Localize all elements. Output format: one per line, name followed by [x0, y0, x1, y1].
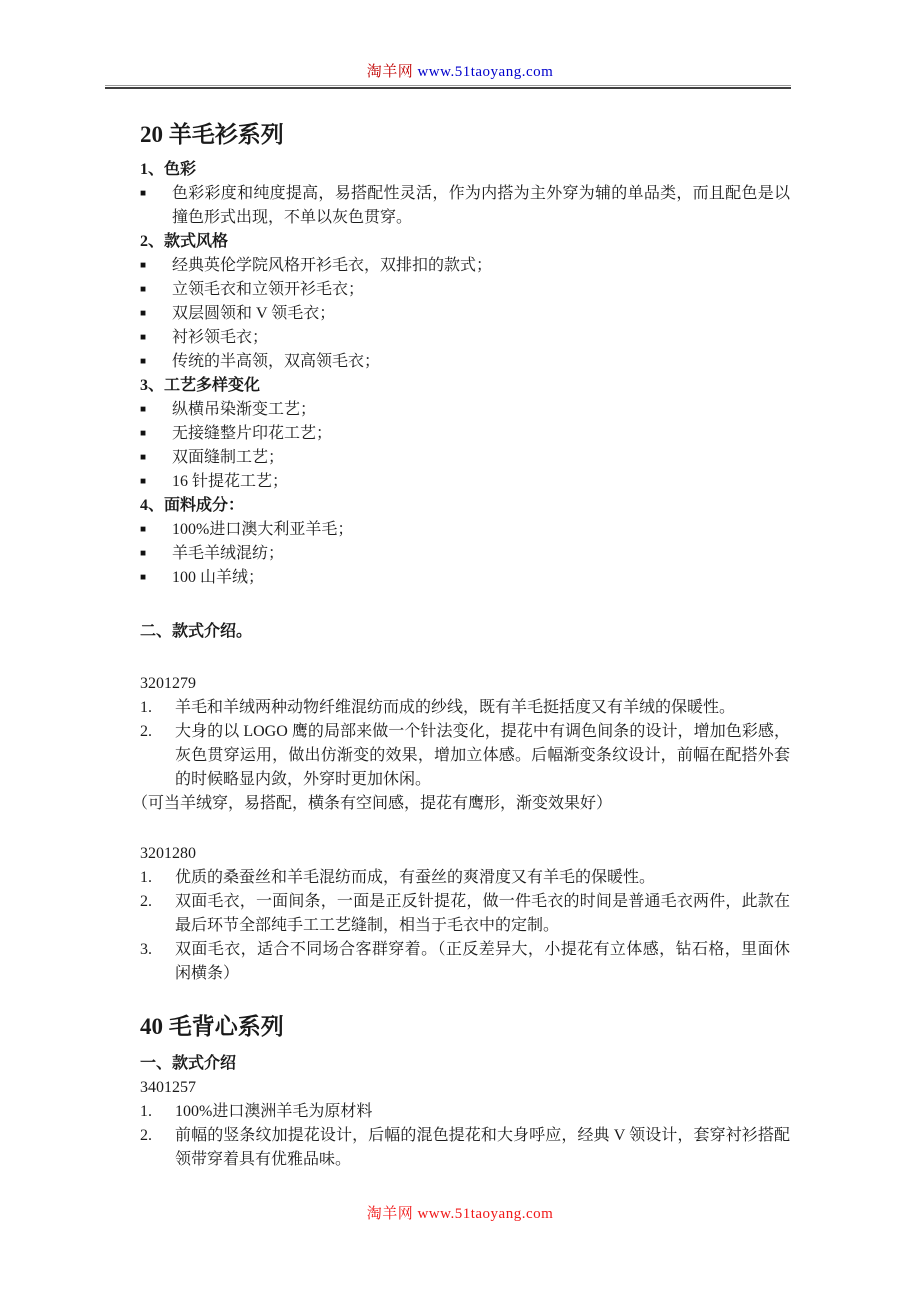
list-item [140, 422, 790, 446]
header-divider [105, 85, 791, 89]
bullet-square-icon: ■ [140, 356, 147, 367]
header-site-name: 淘羊网 [366, 64, 414, 80]
item-number: 3. [140, 941, 152, 958]
list-item-text: 传统的半高领，双高领毛衣； [172, 353, 381, 370]
list-item-text: 双面缝制工艺； [172, 449, 285, 466]
item-text: 前幅的竖条纹加提花设计，后幅的混色提花和大身呼应，经典 V 领设计，套穿衬衫搭配领带穿着具有优雅品味。 [175, 1127, 790, 1168]
list-item-text: 经典英伦学院风格开衫毛衣，双排扣的款式； [172, 257, 493, 274]
product-code: 3401257 [140, 1079, 196, 1096]
bullet-square-icon: ■ [140, 284, 147, 295]
product-3201280 [140, 842, 790, 986]
header-site-link[interactable]: www.51taoyang.com [417, 64, 554, 80]
item-text: 优质的桑蚕丝和羊毛混纺而成，有蚕丝的爽滑度又有羊毛的保暖性。 [175, 869, 656, 886]
item-text: 100%进口澳洲羊毛为原材料 [175, 1103, 373, 1120]
numbered-item [140, 696, 790, 720]
item-text: 大身的以 LOGO 鹰的局部来做一个针法变化，提花中有调色间条的设计，增加色彩感，灰色贯穿运用，做出仿渐变的效果，增加立体感。后幅渐变条纹设计，前幅在配搭外套的时候略显内敛，外穿时更加休闲。 [175, 723, 790, 788]
numbered-item [140, 866, 790, 890]
group-style [140, 230, 790, 374]
section-title-20: 20 羊毛衫系列 [140, 122, 284, 147]
group-heading: 4、面料成分： [140, 497, 245, 514]
list-item [140, 254, 790, 278]
group-heading: 2、款式风格 [140, 233, 229, 250]
numbered-item [140, 890, 790, 938]
bullet-square-icon: ■ [140, 188, 147, 199]
section-title-40: 40 毛背心系列 [140, 1014, 284, 1039]
item-text: 羊毛和羊绒两种动物纤维混纺而成的纱线，既有羊毛挺括度又有羊绒的保暖性。 [175, 699, 736, 716]
bullet-square-icon: ■ [140, 404, 147, 415]
item-number: 1. [140, 1103, 152, 1120]
product-3201279 [132, 672, 790, 816]
product-code: 3201279 [140, 675, 196, 692]
page-footer: 淘羊网 www.51taoyang.com [366, 1206, 554, 1222]
list-item [140, 278, 790, 302]
item-number: 2. [140, 893, 152, 910]
numbered-item [140, 720, 790, 792]
list-item-text: 纵横吊染渐变工艺； [172, 401, 317, 418]
group-heading: 1、色彩 [140, 161, 197, 178]
list-item-text: 双层圆领和 V 领毛衣； [172, 305, 336, 322]
group-color [140, 158, 790, 230]
numbered-item [140, 1124, 790, 1172]
item-text: 双面毛衣，适合不同场合客群穿着。（正反差异大，小提花有立体感，钻石格，里面休闲横条） [175, 941, 790, 982]
page-header [0, 62, 920, 82]
list-item-text: 16 针提花工艺； [172, 473, 289, 490]
list-item [140, 446, 790, 470]
list-item [140, 542, 790, 566]
bullet-square-icon: ■ [140, 548, 147, 559]
product-note: （可当羊绒穿，易搭配，横条有空间感，提花有鹰形，渐变效果好） [132, 795, 613, 812]
intro-heading-vest: 一、款式介绍 [140, 1055, 237, 1072]
bullet-square-icon: ■ [140, 572, 147, 583]
list-item [140, 518, 790, 542]
list-item-text: 100%进口澳大利亚羊毛； [172, 521, 354, 538]
list-item-text: 色彩彩度和纯度提高，易搭配性灵活，作为内搭为主外穿为辅的单品类，而且配色是以撞色形式出现，不单以灰色贯穿。 [172, 185, 790, 226]
bullet-square-icon: ■ [140, 260, 147, 271]
list-item [140, 398, 790, 422]
item-number: 1. [140, 869, 152, 886]
item-number: 2. [140, 723, 152, 740]
list-item [140, 182, 790, 230]
list-item [140, 302, 790, 326]
item-number: 1. [140, 699, 152, 716]
group-heading: 3、工艺多样变化 [140, 377, 261, 394]
bullet-square-icon: ■ [140, 452, 147, 463]
bullet-square-icon: ■ [140, 476, 147, 487]
bullet-square-icon: ■ [140, 332, 147, 343]
bullet-square-icon: ■ [140, 428, 147, 439]
list-item-text: 衬衫领毛衣； [172, 329, 269, 346]
document-content [132, 120, 790, 1172]
list-item-text: 100 山羊绒； [172, 569, 265, 586]
group-craft [140, 374, 790, 494]
list-item-text: 羊毛羊绒混纺； [172, 545, 285, 562]
product-3401257 [140, 1076, 790, 1172]
list-item [140, 350, 790, 374]
intro-heading-styles: 二、款式介绍。 [140, 623, 253, 640]
bullet-square-icon: ■ [140, 524, 147, 535]
bullet-square-icon: ■ [140, 308, 147, 319]
item-number: 2. [140, 1127, 152, 1144]
list-item-text: 立领毛衣和立领开衫毛衣； [172, 281, 365, 298]
list-item [140, 470, 790, 494]
list-item [140, 566, 790, 590]
list-item [140, 326, 790, 350]
item-text: 双面毛衣，一面间条，一面是正反针提花，做一件毛衣的时间是普通毛衣两件，此款在最后环节全部纯手工工艺缝制，相当于毛衣中的定制。 [175, 893, 790, 934]
list-item-text: 无接缝整片印花工艺； [172, 425, 333, 442]
numbered-item [140, 938, 790, 986]
numbered-item [140, 1100, 790, 1124]
group-fabric [140, 494, 790, 590]
product-code: 3201280 [140, 845, 196, 862]
